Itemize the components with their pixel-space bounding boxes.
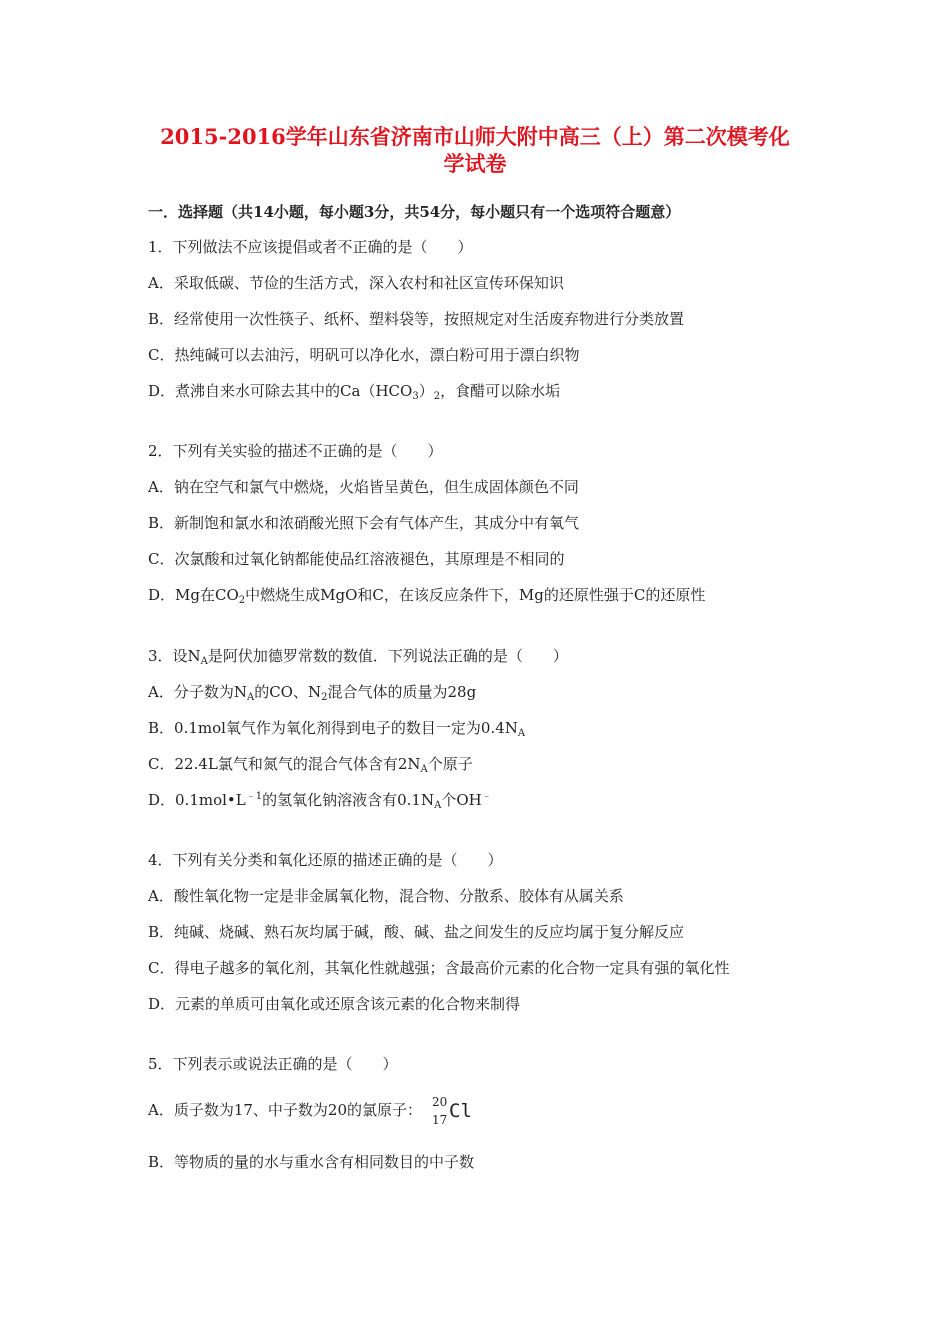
question-3-option-a: A．分子数为$N_A$的CO、$N_2$混合气体的质量为28g (148, 683, 477, 703)
question-3-option-d: D．$0.1mol•L^{﹣1}$的氢氧化钠溶液含有$0.1N_A$个OH﹣ (148, 791, 492, 811)
document-title-line-2: 学试卷 (443, 151, 507, 176)
section-heading: 一．选择题（共14小题，每小题3分，共54分，每小题只有一个选项符合题意） (148, 203, 681, 221)
question-1-stem: 1．下列做法不应该提倡或者不正确的是（ ） (148, 238, 473, 256)
question-1-option-d: D．煮沸自来水可除去其中的$Ca(HCO_3)_2$，食醋可以除水垢 (148, 382, 561, 402)
question-4-option-a: A．酸性氧化物一定是非金属氧化物，混合物、分散系、胶体有从属关系 (148, 887, 624, 905)
chlorine-nuclide-notation (432, 1095, 472, 1127)
mass-number: 20 (432, 1095, 448, 1109)
question-3-option-b: B．0.1mol氧气作为氧化剂得到电子的数目一定为$0.4N_A$ (148, 719, 526, 739)
question-4-option-d: D．元素的单质可由氧化或还原含该元素的化合物来制得 (148, 995, 521, 1013)
question-2-option-c: C．次氯酸和过氧化钠都能使品红溶液褪色，其原理是不相同的 (148, 550, 565, 568)
question-4-stem: 4．下列有关分类和氧化还原的描述正确的是（ ） (148, 851, 503, 869)
question-2-option-d: D．Mg在$CO_2$中燃烧生成MgO和C，在该反应条件下，Mg的还原性强于C的还原性 (148, 586, 706, 606)
document-title-line-1: 2015-2016学年山东省济南市山师大附中高三（上）第二次模考化 (160, 124, 790, 149)
question-1-option-a: A．采取低碳、节俭的生活方式，深入农村和社区宣传环保知识 (148, 274, 564, 292)
question-2-stem: 2．下列有关实验的描述不正确的是（ ） (148, 442, 443, 460)
question-3-stem: 3．设$N_A$是阿伏加德罗常数的数值．下列说法正确的是（ ） (148, 647, 568, 667)
question-5-option-b: B．等物质的量的水与重水含有相同数目的中子数 (148, 1153, 475, 1171)
question-1-option-c: C．热纯碱可以去油污，明矾可以净化水，漂白粉可用于漂白织物 (148, 346, 580, 364)
question-3-option-c: C．22.4L氯气和氮气的混合气体含有$2N_A$个原子 (148, 755, 473, 775)
question-2-option-b: B．新制饱和氯水和浓硝酸光照下会有气体产生，其成分中有氧气 (148, 514, 580, 532)
question-5-option-a: A．质子数为17、中子数为20的氯原子： 20 17 Cl (148, 1100, 472, 1121)
atomic-number: 17 (432, 1113, 448, 1127)
question-4-option-b: B．纯碱、烧碱、熟石灰均属于碱，酸、碱、盐之间发生的反应均属于复分解反应 (148, 923, 685, 941)
question-2-option-a: A．钠在空气和氯气中燃烧，火焰皆呈黄色，但生成固体颜色不同 (148, 478, 579, 496)
question-1-option-b: B．经常使用一次性筷子、纸杯、塑料袋等，按照规定对生活废弃物进行分类放置 (148, 310, 685, 328)
question-4-option-c: C．得电子越多的氧化剂，其氧化性就越强；含最高价元素的化合物一定具有强的氧化性 (148, 959, 730, 977)
element-symbol: Cl (449, 1100, 472, 1122)
question-5-stem: 5．下列表示或说法正确的是（ ） (148, 1055, 398, 1073)
